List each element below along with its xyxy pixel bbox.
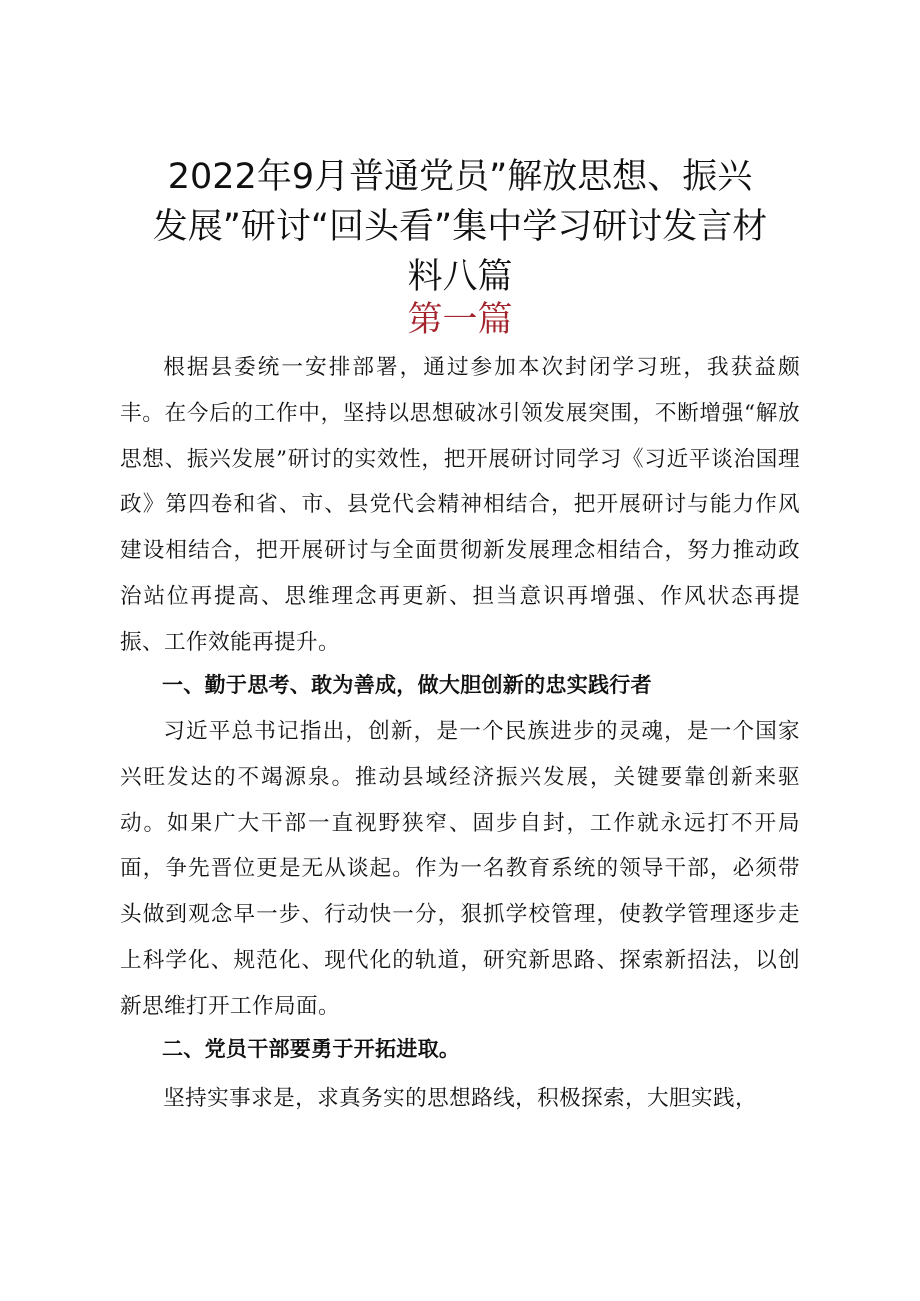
title-line-1: 2022年9月普通党员”解放思想、振兴: [167, 157, 753, 197]
para-1-block: [120, 709, 800, 1030]
title-line-3: 料八篇: [407, 257, 513, 297]
subheading-1: 一、勤于思考、敢为善成，做大胆创新的忠实践行者: [162, 673, 652, 697]
section-heading: 第一篇: [407, 300, 513, 340]
subheading-2: 二、党员干部要勇于开拓进取。: [162, 1037, 461, 1061]
title-line-2: 发展”研讨“回头看”集中学习研讨发言材: [152, 207, 768, 247]
heading-2-block: [120, 1027, 800, 1073]
intro-paragraph: 根据县委统一安排部署，通过参加本次封闭学习班，我获益颇丰。在今后的工作中，坚持以思想破冰引领发展突围，不断增强“解放思想、振兴发展”研讨的实效性，把开展研讨同学习《习近平谈治国理政》第四卷和省、市、县党代会精神相结合，把开展研讨与能力作风建设相结合，把开展研讨与全面贯彻新发展理念相结合，努力推动政治站位再提高、思维理念再更新、担当意识再增强、作风状态再提振、工作效能再提升。: [120, 355, 800, 655]
paragraph-2: 坚持实事求是，求真务实的思想路线，积极探索，大胆实践，: [163, 1086, 758, 1111]
paragraph-1: 习近平总书记指出，创新，是一个民族进步的灵魂，是一个国家兴旺发达的不竭源泉。推动县域经济振兴发展，关键要靠创新来驱动。如果广大干部一直视野狭窄、固步自封，工作就永远打不开局面，争先晋位更是无从谈起。作为一名教育系统的领导干部，必须带头做到观念早一步、行动快一分，狠抓学校管理，使教学管理逐步走上科学化、规范化、现代化的轨道，研究新思路、探索新招法，以创新思维打开工作局面。: [120, 719, 800, 1019]
document-title: [120, 152, 800, 302]
para-2-block: [120, 1076, 800, 1122]
intro-block: [120, 345, 800, 666]
heading-1-block: [120, 663, 800, 709]
